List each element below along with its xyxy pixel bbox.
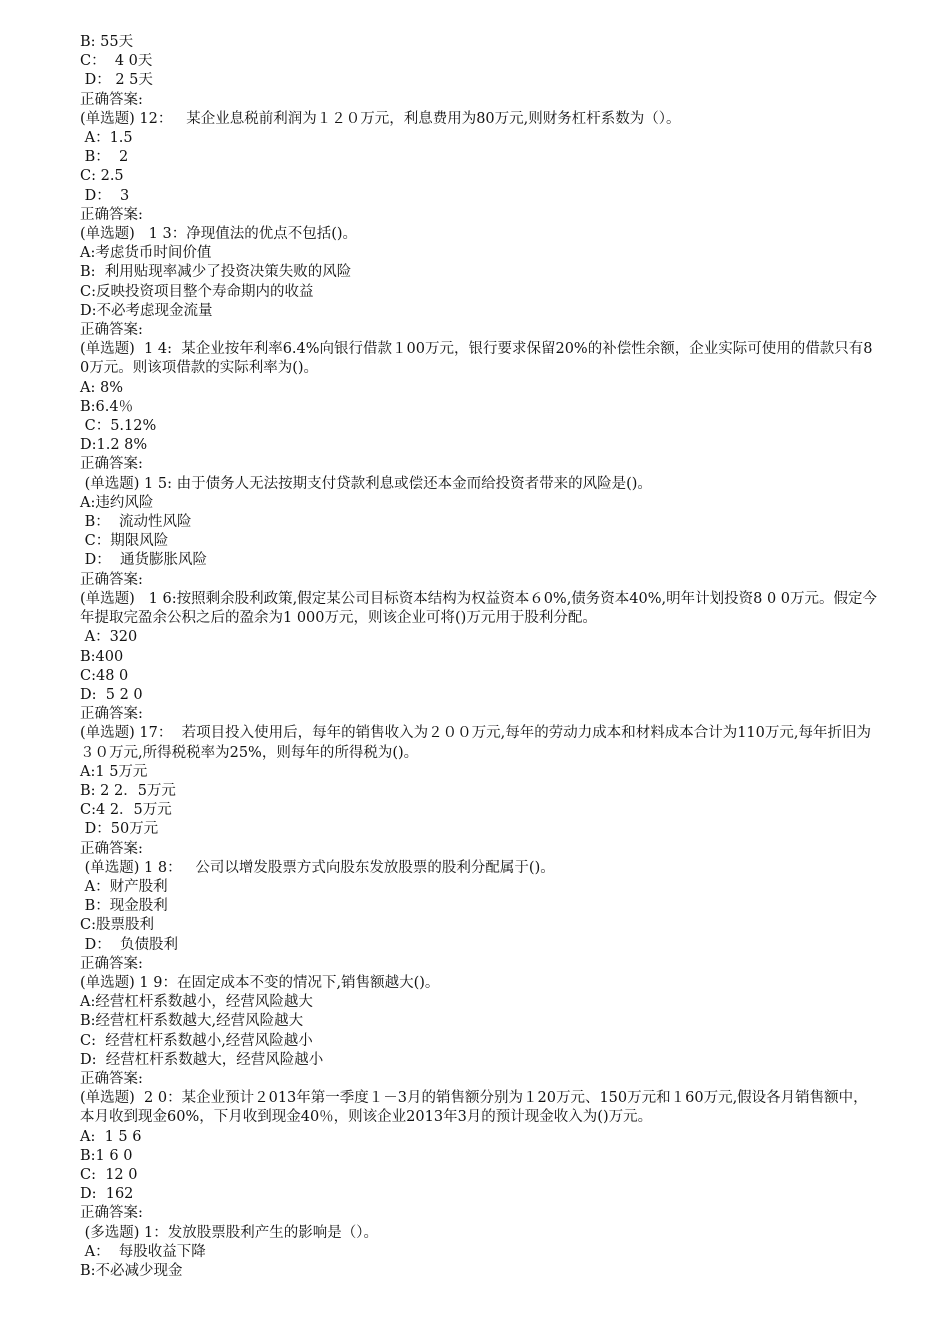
text-line: D：50万元 — [80, 821, 159, 838]
text-line: C:4 2．5万元 — [80, 802, 172, 819]
text-line: (单选题) 12： 某企业息税前利润为１２０万元，利息费用为80万元,则财务杠杆系数为（）。 — [80, 110, 681, 127]
text-line: D: 经营杠杆系数越大，经营风险越小 — [80, 1051, 324, 1068]
text-line: A：320 — [80, 629, 138, 646]
text-line: A：1.5 — [80, 130, 133, 147]
text-line: (单选题) 17： 若项目投入使用后，每年的销售收入为２００万元,每年的劳动力成本和材料成本合计为110万元,每年折旧为３０万元,所得税税率为25%，则每年的所得税为()。 — [80, 725, 871, 761]
document-page — [80, 33, 880, 1281]
text-line: 正确答案: — [80, 706, 143, 723]
text-line: (单选题) 1 5: 由于债务人无法按期支付贷款利息或偿还本金而给投资者带来的风险是()。 — [80, 475, 652, 492]
text-line: A： 每股收益下降 — [80, 1243, 206, 1260]
text-line: C: 经营杠杆系数越小,经营风险越小 — [80, 1032, 313, 1049]
text-line: D:1.2 8% — [80, 437, 148, 454]
text-line: C：期限风险 — [80, 533, 169, 550]
text-line: 正确答案: — [80, 1070, 143, 1087]
text-line: D:不必考虑现金流量 — [80, 302, 213, 319]
text-line: (单选题) 1 9：在固定成本不变的情况下,销售额越大()。 — [80, 974, 440, 991]
text-line: C: 12 0 — [80, 1166, 138, 1183]
text-line: D： 3 — [80, 187, 130, 204]
text-line: 正确答案: — [80, 955, 143, 972]
text-line: B:1 6 0 — [80, 1147, 133, 1164]
text-line: D: 162 — [80, 1186, 134, 1203]
text-line: 正确答案: — [80, 840, 143, 857]
text-line: C:48 0 — [80, 667, 129, 684]
text-line: B： 流动性风险 — [80, 514, 192, 531]
text-line: 正确答案: — [80, 571, 143, 588]
text-line: (单选题) 2 0：某企业预计２013年第一季度１－3月的销售额分别为１20万元、150万元和１60万元,假设各月销售额中，本月收到现金60%，下月收到现金40％，则该企业2013年3月的预计现金收入为()万元。 — [80, 1090, 868, 1126]
text-line: C： 4 0天 — [80, 53, 153, 70]
text-line: (单选题) 1 3：净现值法的优点不包括()。 — [80, 226, 358, 243]
text-line: B: 2 2．5万元 — [80, 782, 176, 799]
text-line: A:1 5万元 — [80, 763, 148, 780]
text-line: C:股票股利 — [80, 917, 154, 934]
text-line: B:400 — [80, 648, 124, 665]
text-line: B：现金股利 — [80, 898, 168, 915]
text-line: B:不必减少现金 — [80, 1263, 183, 1279]
text-line: D： 负债股利 — [80, 936, 178, 953]
text-line: (多选题) 1：发放股票股利产生的影响是（）。 — [80, 1224, 379, 1241]
text-line: B:经营杠杆系数越大,经营风险越大 — [80, 1013, 304, 1030]
text-line: 正确答案: — [80, 91, 143, 108]
text-line: C: 2.5 — [80, 168, 124, 185]
text-line: 正确答案: — [80, 1205, 143, 1222]
text-line: 正确答案: — [80, 456, 143, 473]
text-line: C：5.12% — [80, 418, 157, 435]
text-line: A:考虑货币时间价值 — [80, 245, 212, 262]
text-line: (单选题) 1 4: 某企业按年利率6.4%向银行借款１00万元，银行要求保留20%的补偿性余额，企业实际可使用的借款只有8 0万元。则该项借款的实际利率为()。 — [80, 341, 878, 377]
text-line: (单选题) 1 6:按照剩余股利政策,假定某公司目标资本结构为权益资本６0%,债务资本40%,明年计划投资8 0 0万元。假定今年提取完盈余公积之后的盈余为1 000万元，则该企业可将()万元用于股利分配。 — [80, 590, 878, 627]
text-line: 正确答案: — [80, 322, 143, 339]
text-line: C:反映投资项目整个寿命期内的收益 — [80, 283, 314, 300]
text-line: A: 8% — [80, 379, 123, 396]
text-line: D： 通货膨胀风险 — [80, 552, 207, 569]
text-line: B: 利用贴现率减少了投资决策失败的风险 — [80, 264, 352, 281]
text-line: A:违约风险 — [80, 494, 154, 511]
text-line: (单选题) 1 8： 公司以增发股票方式向股东发放股票的股利分配属于()。 — [80, 859, 555, 876]
text-line: A:经营杠杆系数越小，经营风险越大 — [80, 994, 313, 1011]
text-line: 正确答案: — [80, 206, 143, 223]
text-line: D: 5 2 0 — [80, 686, 143, 703]
text-line: A: 1 5 6 — [80, 1128, 142, 1145]
text-line: B： 2 — [80, 149, 129, 166]
text-line: B:6.4％ — [80, 398, 134, 415]
text-line: A：财产股利 — [80, 878, 168, 895]
text-line: D： 2 5天 — [80, 72, 153, 89]
text-line: B: 55天 — [80, 34, 134, 50]
